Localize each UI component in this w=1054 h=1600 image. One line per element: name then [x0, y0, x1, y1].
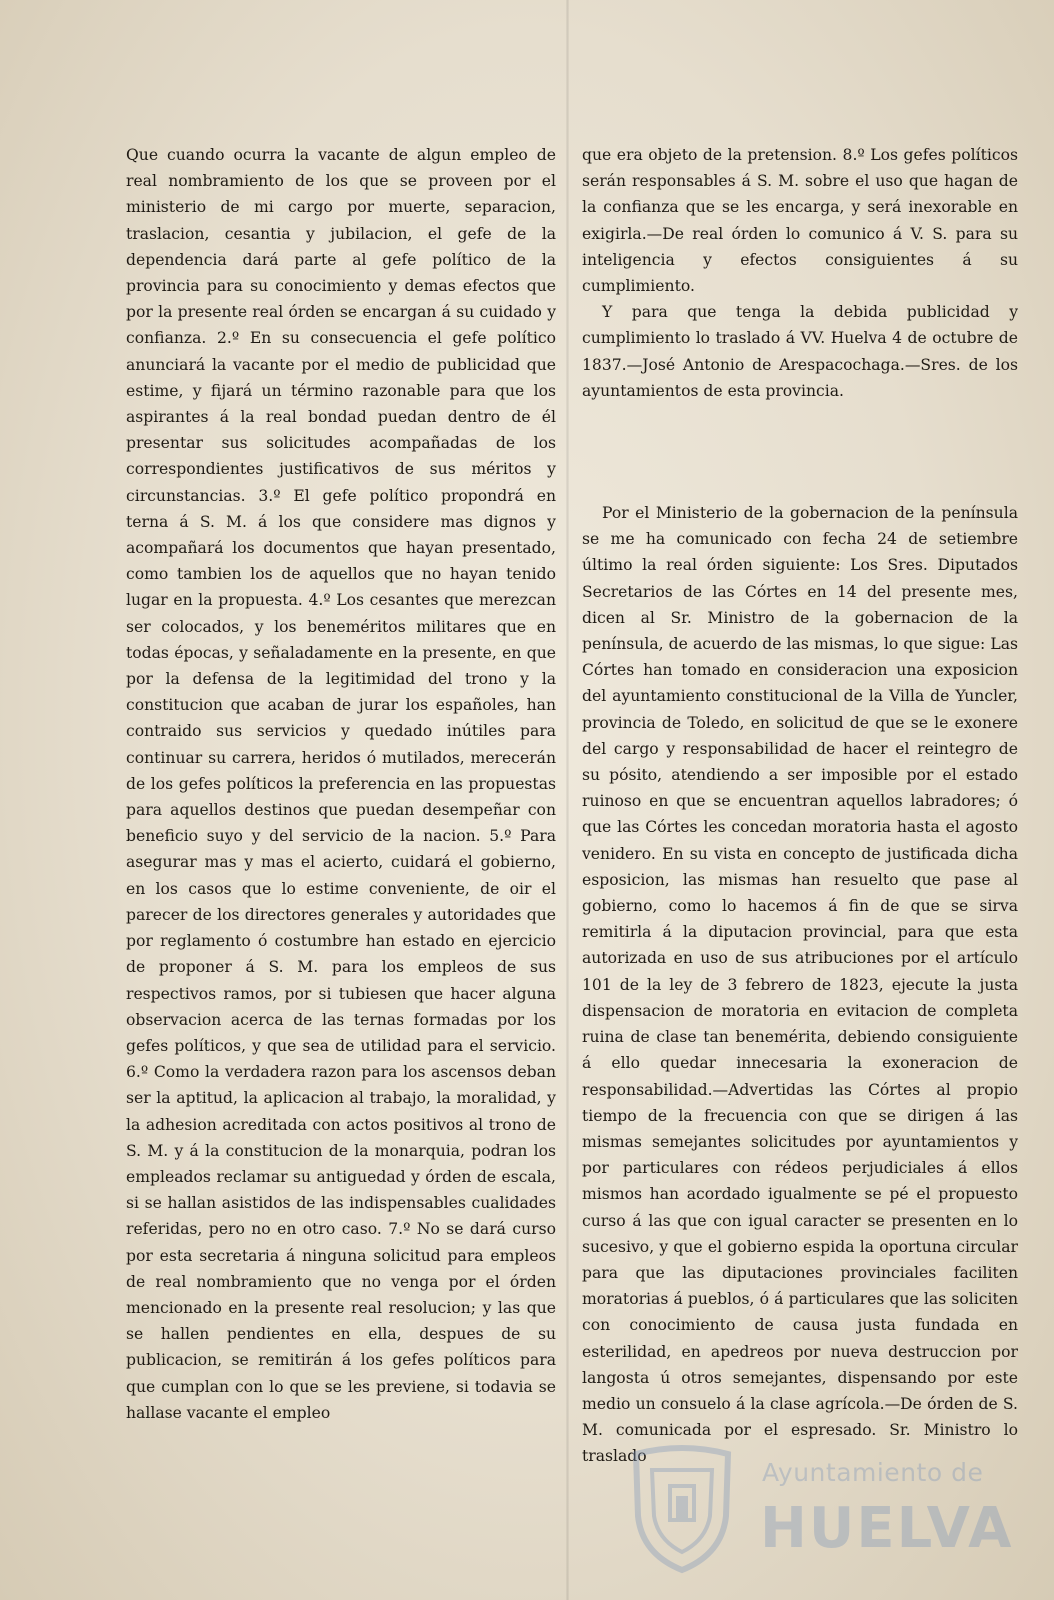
watermark — [626, 1436, 1026, 1576]
right-column-second-section: Por el Ministerio de la gobernacion de la península se me ha comunicado con fecha 24 de setiembre último la real órden siguiente: Los Sres. Diputados Secretarios de las Córtes en 14 del presente mes, dicen al Sr. Ministro de la gobernacion de la península, de acuerdo de las mismas, lo que sigue: Las Córtes han tomado en consideracion una exposicion del ayuntamiento constitucional de la Villa de Yuncler, provincia de Toledo, en solicitud de que se le exonere del cargo y responsabilidad de hacer el reintegro de su pósito, atendiendo a ser imposible por el estado ruinoso en que se encuentran aquellos labradores; ó que las Córtes les concedan moratoria hasta el agosto venidero. En su vista en concepto de justificada dicha esposicion, las mismas han resuelto que pase al gobierno, como lo hacemos á fin de que se sirva remitirla á la diputacion provincial, para que esta autorizada en uso de sus atribuciones por el artículo 101 de la ley de 3 febrero de 1823, ejecute la justa dispensacion de moratoria en evitacion de completa ruina de clase tan benemérita, debiendo consiguiente á ello quedar innecesaria la exoneracion de responsabilidad.—Advertidas las Córtes al propio tiempo de la frecuencia con que se dirigen á las mismas semejantes solicitudes por ayuntamientos y por particulares con rédeos perjudiciales á ellos mismos han acordado igualmente se pé el propuesto curso á las que con igual caracter se presenten en lo sucesivo, y que el gobierno espida la oportuna circular para que las diputaciones provinciales faciliten moratorias á pueblos, ó á particulares que las soliciten con conocimiento de causa justa fundada en esterilidad, en apedreos por nueva destruccion por langosta ú otros semejantes, dispensando por este medio un consuelo á la clase agrícola.—De órden de S. M. comunicada por el espresado. Sr. Ministro lo traslado — [582, 504, 1018, 1466]
left-column — [126, 142, 556, 1426]
coat-of-arms-icon — [626, 1436, 738, 1576]
section-gap — [582, 404, 1018, 500]
watermark-line1: Ayuntamiento de — [762, 1458, 984, 1487]
watermark-line2: HUELVA — [760, 1496, 1014, 1561]
left-column-text: Que cuando ocurra la vacante de algun empleo de real nombramiento de los que se proveen por el ministerio de mi cargo por muerte, separacion, traslacion, cesantia y jubilacion, el gefe de la dependencia dará parte al gefe político de la provincia para su conocimiento y demas efectos que por la presente real órden se encargan á su cuidado y confianza. 2.º En su consecuencia el gefe político anunciará la vacante por el medio de publicidad que estime, y fijará un término razonable para que los aspirantes á la real bondad puedan dentro de él presentar sus solicitudes acompañadas de los correspondientes justificativos de sus méritos y circunstancias. 3.º El gefe político propondrá en terna á S. M. á los que considere mas dignos y acompañará los documentos que hayan presentado, como tambien los de aquellos que no hayan tenido lugar en la propuesta. 4.º Los cesantes que merezcan ser colocados, y los beneméritos militares que en todas épocas, y señaladamente en la presente, en que por la defensa de la legitimidad del trono y la constitucion que acaban de jurar los españoles, han contraido sus servicios y quedado inútiles para continuar su carrera, heridos ó mutilados, merecerán de los gefes políticos la preferencia en las propuestas para aquellos destinos que puedan desempeñar con beneficio suyo y del servicio de la nacion. 5.º Para asegurar mas y mas el acierto, cuidará el gobierno, en los casos que lo estime conveniente, de oir el parecer de los directores generales y autoridades que por reglamento ó costumbre han estado en ejercicio de proponer á S. M. para los empleos de sus respectivos ramos, por si tubiesen que hacer alguna observacion acerca de las ternas formadas por los gefes políticos, y que sea de utilidad para el servicio. 6.º Como la verdadera razon para los ascensos deban ser la aptitud, la aplicacion al trabajo, la moralidad, y la adhesion acreditada con actos positivos al trono de S. M. y á la constitucion de la monarquia, podran los empleados reclamar su antiguedad y órden de escala, si se hallan asistidos de las indispensables cualidades referidas, pero no en otro caso. 7.º No se dará curso por esta secretaria á ninguna solicitud para empleos de real nombramiento que no venga por el órden mencionado en la presente real resolucion; y las que se hallen pendientes en ella, despues de su publicacion, se remitirán á los gefes políticos para que cumplan con lo que se les previene, si todavia se hallase vacante el empleo — [126, 146, 556, 1422]
right-column-closing: Y para que tenga la debida publicidad y cumplimiento lo traslado á VV. Huelva 4 de octubre de 1837.—José Antonio de Arespacochaga.—Sres. de los ayuntamientos de esta provincia. — [582, 303, 1018, 400]
right-column — [582, 142, 1018, 1470]
page-fold — [566, 0, 569, 1600]
right-column-continuation: que era objeto de la pretension. 8.º Los gefes políticos serán responsables á S. M. sobre el uso que hagan de la confianza que se les encarga, y será inexorable en exigirla.—De real órden lo comunico á V. S. para su inteligencia y efectos consiguientes á su cumplimiento. — [582, 146, 1018, 296]
